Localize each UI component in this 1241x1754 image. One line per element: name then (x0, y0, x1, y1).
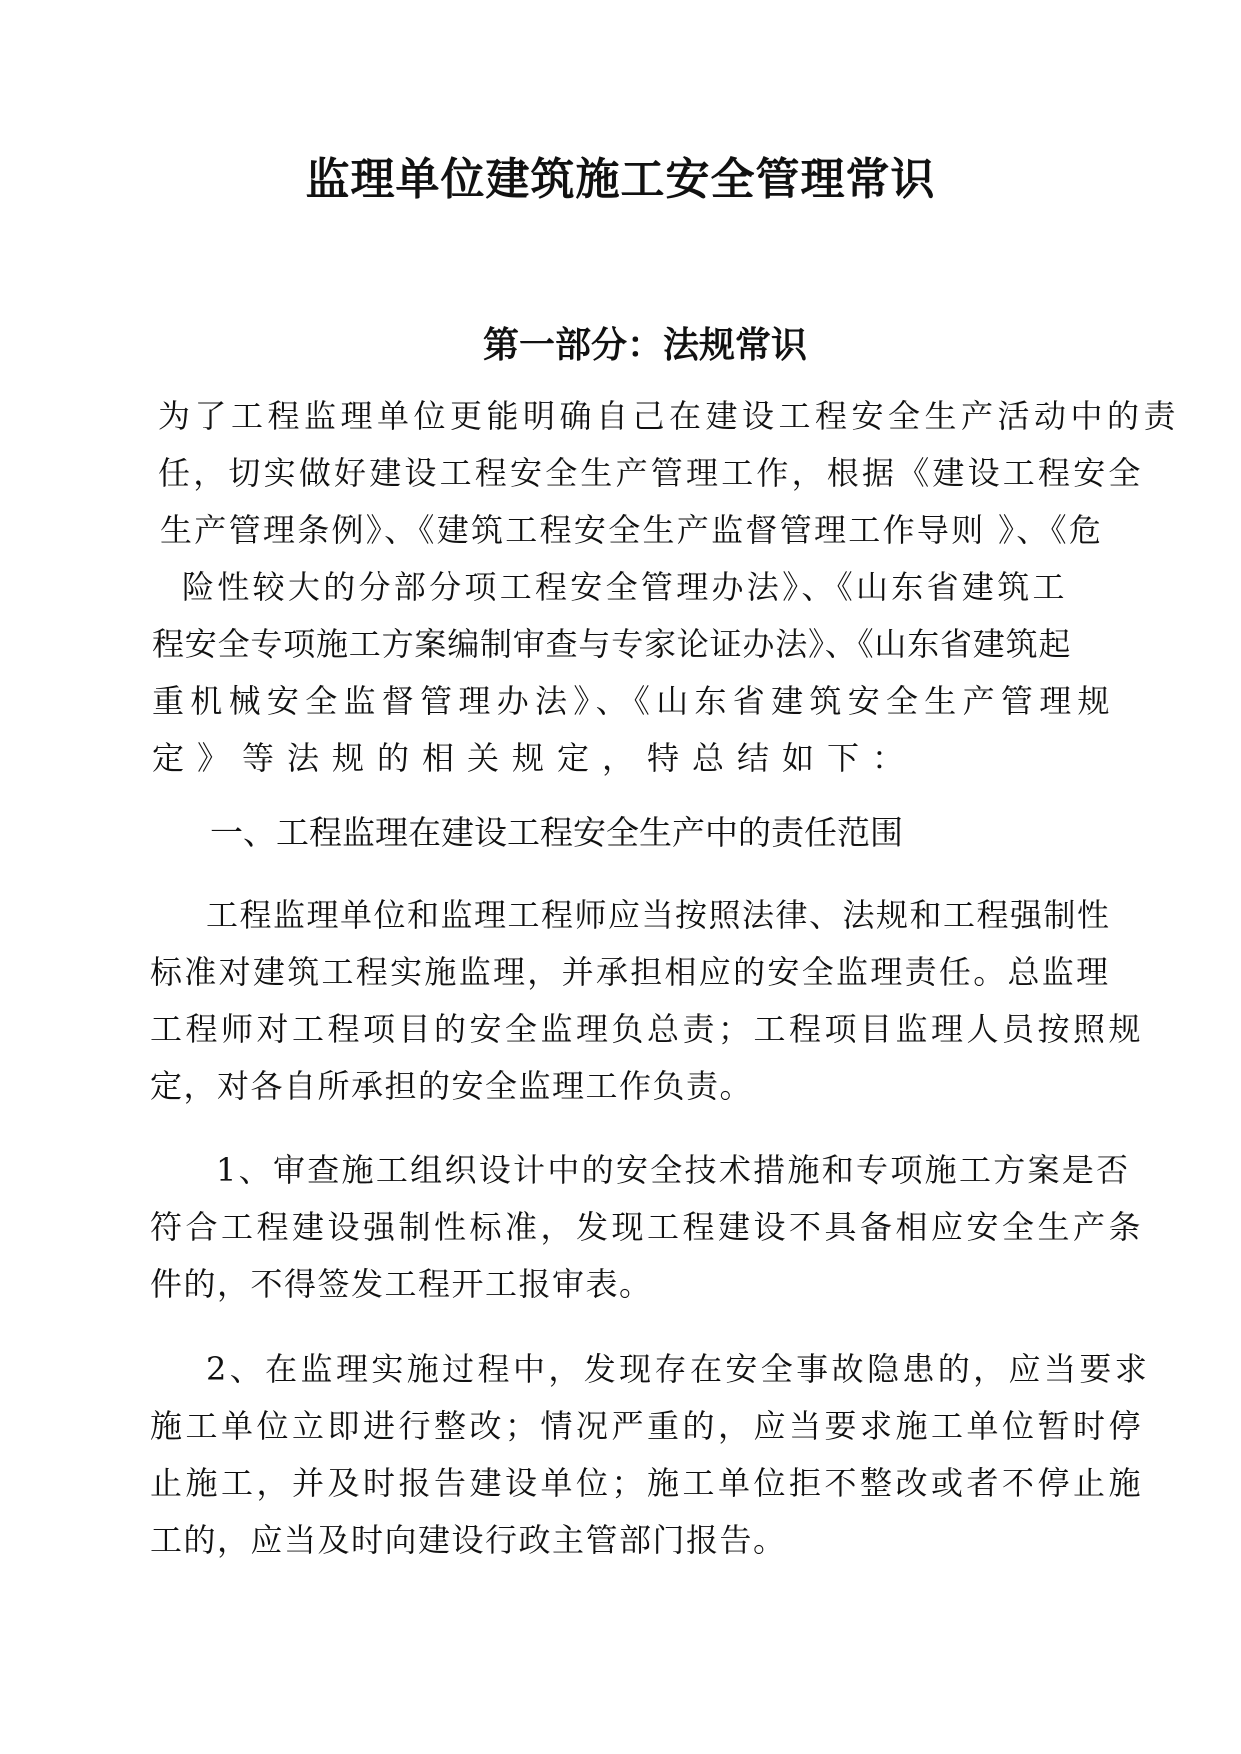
list-item-line: 件的，不得签发工程开工报审表。 (150, 1265, 653, 1303)
paragraph-line: 标准对建筑工程实施监理，并承担相应的安全监理责任。总监理 (150, 953, 1111, 991)
list-item-line: 施工单位立即进行整改；情况严重的，应当要求施工单位暂时停 (150, 1407, 1145, 1445)
list-item-line: 1、审查施工组织设计中的安全技术措施和专项施工方案是否 (216, 1151, 1131, 1189)
paragraph-line: 工程师对工程项目的安全监理负总责；工程项目监理人员按照规 (150, 1010, 1145, 1048)
intro-line: 险性较大的分部分项工程安全管理办法》、《山东省建筑工 (182, 568, 1068, 606)
part-title: 第一部分：法规常识 (482, 325, 807, 366)
list-item-line: 2、在监理实施过程中，发现存在安全事故隐患的，应当要求 (206, 1350, 1151, 1388)
list-item-line: 符合工程建设强制性标准，发现工程建设不具备相应安全生产条 (150, 1208, 1145, 1246)
list-item-line: 止施工，并及时报告建设单位；施工单位拒不整改或者不停止施 (150, 1464, 1145, 1502)
intro-line: 重机械安全监督管理办法》、《山东省建筑安全生产管理规 (152, 682, 1116, 720)
document-title: 监理单位建筑施工安全管理常识 (305, 154, 936, 205)
intro-line: 定》等法规的相关规定，特总结如下： (152, 739, 918, 777)
paragraph-line: 工程监理单位和监理工程师应当按照法律、法规和工程强制性 (206, 896, 1111, 934)
section-heading: 一、工程监理在建设工程安全生产中的责任范围 (210, 813, 903, 852)
intro-line: 程安全专项施工方案编制审查与专家论证办法》、《山东省建筑起 (152, 625, 1072, 663)
intro-line: 生产管理条例》、《建筑工程安全生产监督管理工作导则 》、《危 (160, 511, 1104, 549)
intro-line: 为了工程监理单位更能明确自己在建设工程安全生产活动中的责 (158, 397, 1181, 435)
paragraph-line: 定，对各自所承担的安全监理工作负责。 (150, 1067, 754, 1105)
list-item-line: 工的，应当及时向建设行政主管部门报告。 (150, 1521, 787, 1559)
intro-line: 任，切实做好建设工程安全生产管理工作，根据《建设工程安全 (158, 454, 1144, 492)
